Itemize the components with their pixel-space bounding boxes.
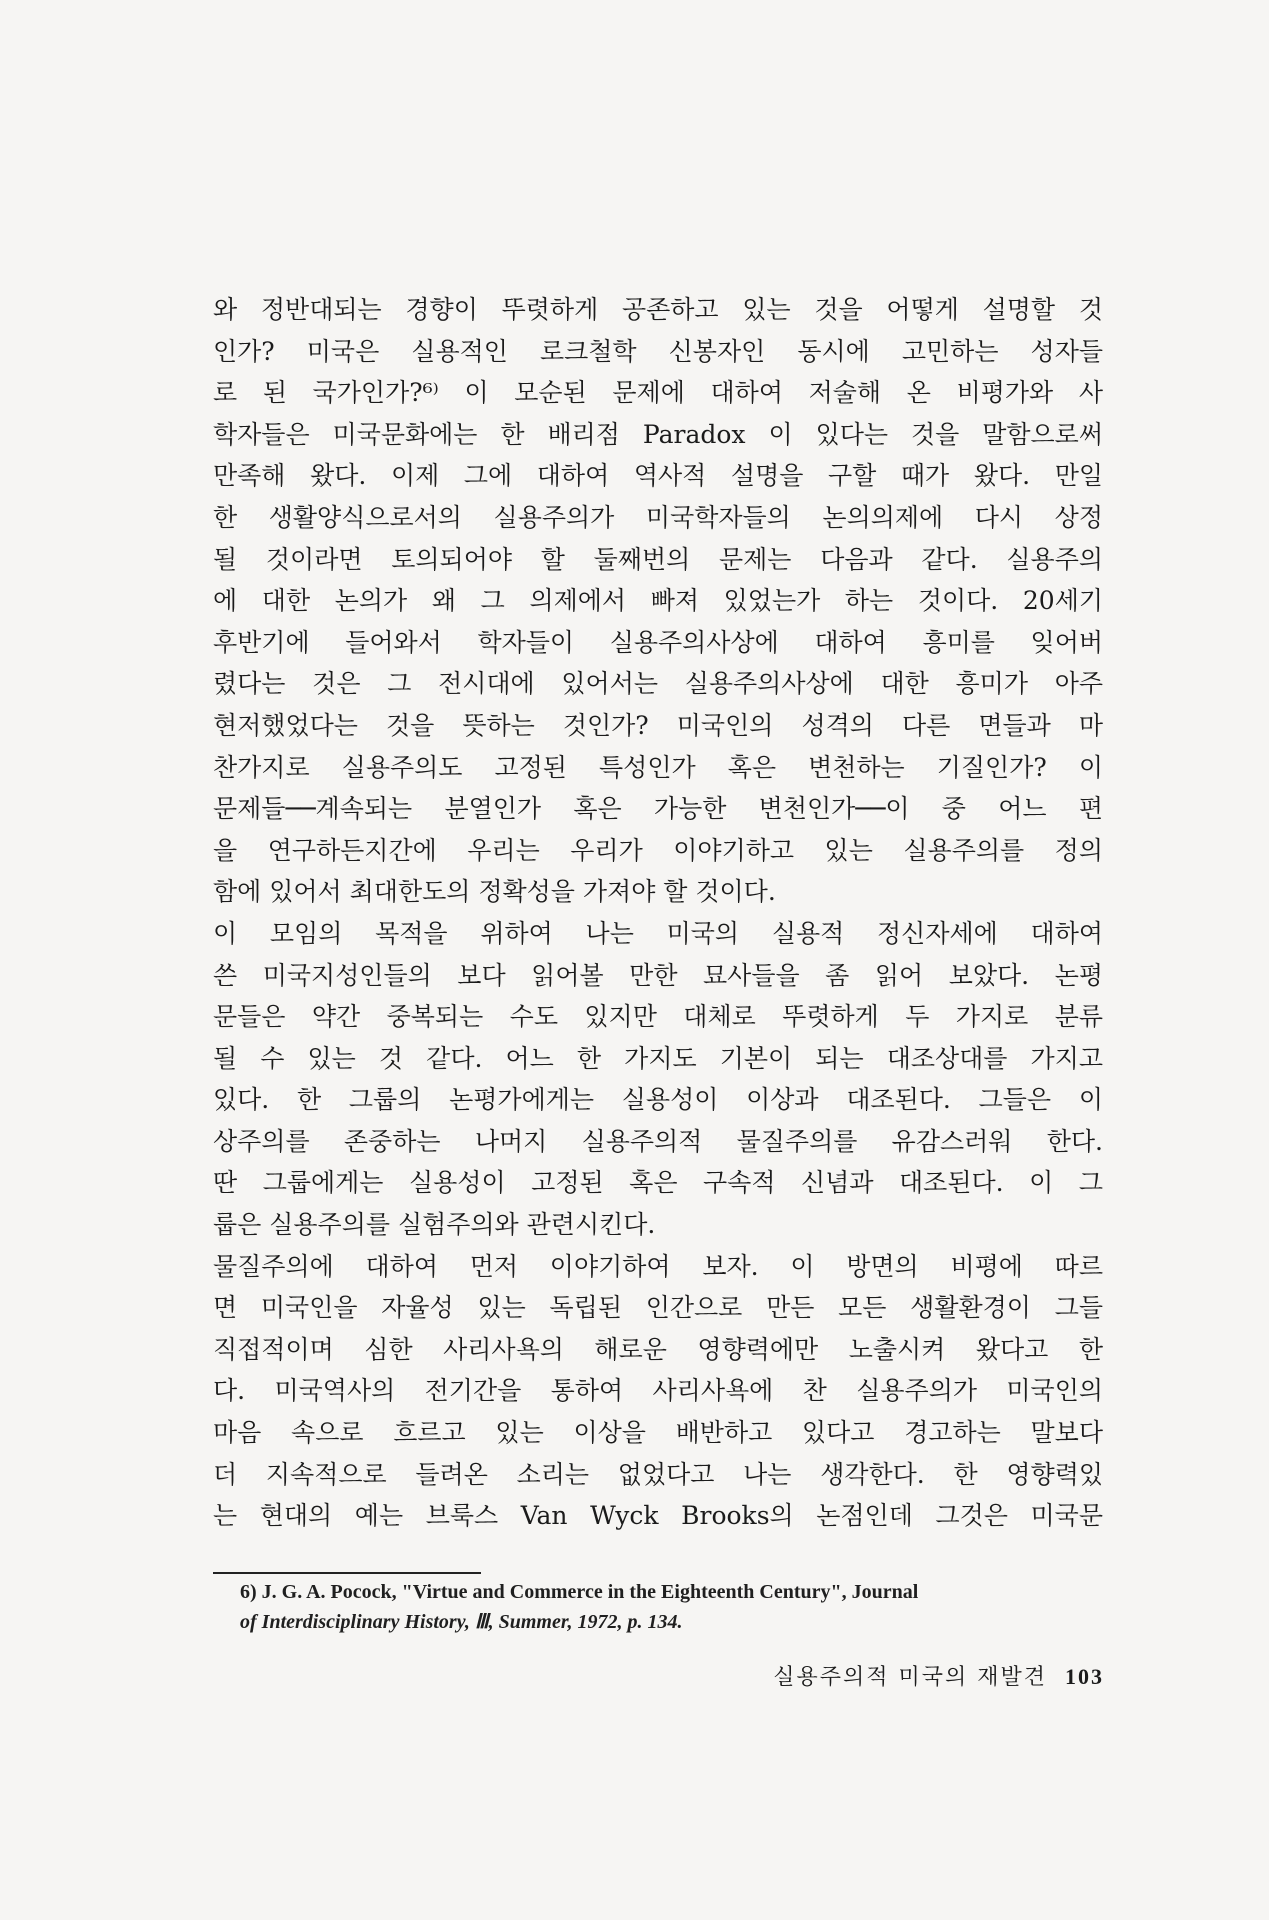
text-line: 을 연구하든지간에 우리는 우리가 이야기하고 있는 실용주의를 정의 (213, 835, 1103, 865)
text-line: 는 현대의 예는 브룩스 Van Wyck Brooks의 논점인데 그것은 미국문 (213, 1501, 1103, 1531)
footnote-divider (213, 1572, 481, 1574)
text-line: 딴 그룹에게는 실용성이 고정된 혹은 구속적 신념과 대조된다. 이 그 (213, 1168, 1103, 1198)
footnote (240, 1577, 1110, 1637)
footnote-line: 6) J. G. A. Pocock, "Virtue and Commerce in the Eighteenth Century", Journal (240, 1581, 919, 1603)
text-line: 직접적이며 심한 사리사욕의 해로운 영향력에만 노출시켜 왔다고 한 (213, 1334, 1103, 1364)
text-line: 인가? 미국은 실용적인 로크철학 신봉자인 동시에 고민하는 성자들 (213, 336, 1103, 366)
text-line: 에 대한 논의가 왜 그 의제에서 빠져 있었는가 하는 것이다. 20세기 (213, 586, 1103, 616)
running-footer (700, 1660, 1104, 1691)
text-line: 와 정반대되는 경향이 뚜렷하게 공존하고 있는 것을 어떻게 설명할 것 (213, 295, 1103, 324)
text-line: 현저했었다는 것을 뜻하는 것인가? 미국인의 성격의 다른 면들과 마 (213, 710, 1103, 740)
text-line: 물질주의에 대하여 먼저 이야기하여 보자. 이 방면의 비평에 따르 (213, 1251, 1103, 1281)
text-line: 학자들은 미국문화에는 한 배리점 Paradox 이 있다는 것을 말함으로써 (213, 419, 1103, 449)
body-text (213, 289, 1103, 1537)
text-line: 이 모임의 목적을 위하여 나는 미국의 실용적 정신자세에 대하여 (213, 918, 1103, 948)
text-line: 문들은 약간 중복되는 수도 있지만 대체로 뚜렷하게 두 가지로 분류 (213, 1002, 1103, 1032)
text-line: 있다. 한 그룹의 논평가에게는 실용성이 이상과 대조된다. 그들은 이 (213, 1085, 1103, 1115)
text-line: 될 것이라면 토의되어야 할 둘째번의 문제는 다음과 같다. 실용주의 (213, 544, 1103, 574)
text-line: 룹은 실용주의를 실험주의와 관련시킨다. (213, 1210, 656, 1240)
text-line: 찬가지로 실용주의도 고정된 특성인가 혹은 변천하는 기질인가? 이 (213, 752, 1103, 782)
text-line: 될 수 있는 것 같다. 어느 한 가지도 기본이 되는 대조상대를 가지고 (213, 1043, 1103, 1073)
text-line: 한 생활양식으로서의 실용주의가 미국학자들의 논의의제에 다시 상정 (213, 502, 1103, 532)
text-line: 렸다는 것은 그 전시대에 있어서는 실용주의사상에 대한 흥미가 아주 (213, 669, 1103, 699)
text-line: 함에 있어서 최대한도의 정확성을 가져야 할 것이다. (213, 877, 776, 907)
text-line: 로 된 국가인가?⁶⁾ 이 모순된 문제에 대하여 저술해 온 비평가와 사 (213, 378, 1103, 408)
text-line: 문제들──계속되는 분열인가 혹은 가능한 변천인가──이 중 어느 편 (213, 794, 1103, 824)
text-line: 마음 속으로 흐르고 있는 이상을 배반하고 있다고 경고하는 말보다 (213, 1418, 1103, 1448)
text-line: 더 지속적으로 들려온 소리는 없었다고 나는 생각한다. 한 영향력있 (213, 1459, 1103, 1489)
page-number: 103 (1065, 1664, 1104, 1689)
footnote-line: of Interdisciplinary History, Ⅲ, Summer, 1972, p. 134. (240, 1611, 683, 1633)
text-line: 다. 미국역사의 전기간을 통하여 사리사욕에 찬 실용주의가 미국인의 (213, 1376, 1103, 1406)
running-title: 실용주의적 미국의 재발견 (773, 1665, 1047, 1690)
text-line: 후반기에 들어와서 학자들이 실용주의사상에 대하여 흥미를 잊어버 (213, 627, 1103, 657)
text-line: 상주의를 존중하는 나머지 실용주의적 물질주의를 유감스러워 한다. (213, 1126, 1103, 1156)
text-line: 만족해 왔다. 이제 그에 대하여 역사적 설명을 구할 때가 왔다. 만일 (213, 461, 1103, 491)
text-line: 쓴 미국지성인들의 보다 읽어볼 만한 묘사들을 좀 읽어 보았다. 논평 (213, 960, 1103, 990)
text-line: 면 미국인을 자율성 있는 독립된 인간으로 만든 모든 생활환경이 그들 (213, 1293, 1103, 1323)
